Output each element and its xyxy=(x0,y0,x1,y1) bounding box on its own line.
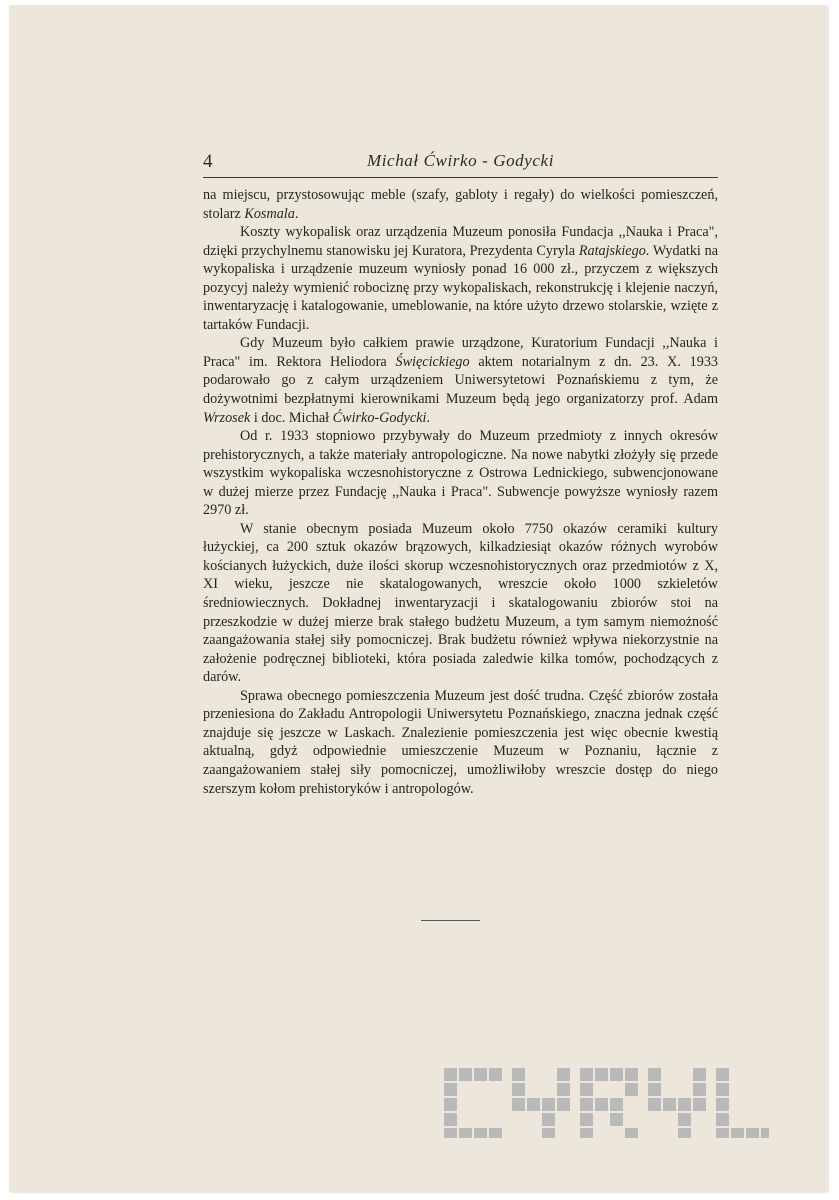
watermark-block xyxy=(693,1098,706,1111)
watermark-block xyxy=(474,1128,487,1138)
name-swiecickiego: Święcickiego xyxy=(395,353,470,370)
running-head: Michał Ćwirko - Godycki xyxy=(366,151,555,170)
watermark-block xyxy=(716,1068,729,1081)
watermark-block xyxy=(489,1068,502,1081)
watermark-block xyxy=(580,1098,593,1111)
watermark-block xyxy=(527,1098,540,1111)
paragraph-6: Sprawa obecnego pomieszczenia Muzeum jest dość trudna. Część zbiorów została przeniesiona do Zakładu Antropologii Uniwersytetu Poznańskiego, znaczna jednak część znajduje się jeszcze w Laskach. Znalezienie pomieszczenia jest więc obecnie kwestią aktualną, gdyż odpowiednie umieszczenie Muzeum w Poznaniu, łącznie z zaangażowaniem stałej siły pomocniczej, umożliwiłoby wreszcie dostęp do niego szerszym kołom prehistoryków i antropologów. xyxy=(203,687,718,797)
watermark-block xyxy=(557,1098,570,1111)
name-wrzosek: Wrzosek xyxy=(203,409,251,426)
watermark-block xyxy=(580,1128,593,1138)
watermark-block xyxy=(459,1068,472,1081)
paragraph-3: Gdy Muzeum było całkiem prawie urządzone, Kuratorium Fundacji ,,Nauka i Praca" im. Rektora Heliodora Święcickiego aktem notarialnym z dn. 23. X. 1933 podarowało go z całym urządzeniem Uniwersytetowi Poznańskiemu z tym, że dożywotnimi bezpłatnymi kierownikami Muzeum będą jego organizatorzy prof. Adam Wrzosek i doc. Michał Ćwirko-Godycki. xyxy=(203,335,719,426)
paragraph-1: na miejscu, przystosowując meble (szafy, gabloty i regały) do wielkości pomieszczeń, stolarz Kosmala. xyxy=(203,187,718,222)
watermark-block xyxy=(663,1098,676,1111)
name-ratajskiego: Ratajskiego xyxy=(578,242,646,259)
watermark-block xyxy=(444,1068,457,1081)
watermark-block xyxy=(444,1128,457,1138)
watermark-block xyxy=(444,1098,457,1111)
watermark-block xyxy=(625,1083,638,1096)
watermark-block xyxy=(580,1083,593,1096)
watermark-block xyxy=(625,1068,638,1081)
watermark-block xyxy=(716,1083,729,1096)
page-header xyxy=(203,151,718,173)
watermark-block xyxy=(542,1128,555,1138)
watermark-block xyxy=(474,1068,487,1081)
watermark-block xyxy=(625,1128,638,1138)
end-rule xyxy=(421,920,480,921)
body-text xyxy=(203,186,718,798)
watermark-block xyxy=(746,1128,759,1138)
watermark-block xyxy=(610,1068,623,1081)
watermark-block xyxy=(542,1113,555,1126)
watermark-block xyxy=(459,1128,472,1138)
watermark-block xyxy=(444,1113,457,1126)
name-cwirko-godycki: Ćwirko-Godycki xyxy=(332,409,427,426)
watermark-block xyxy=(444,1083,457,1096)
paragraph-2: Koszty wykopalisk oraz urządzenia Muzeum ponosiła Fundacja ,,Nauka i Praca", dzięki przychylnemu stanowisku jej Kuratora, Prezydenta Cyryla Ratajskiego. Wydatki na wykopaliska i urządzenie muzeum wyniosły ponad 16 000 zł., przyczem z większych pozycyj należy wymienić robociznę przy wykopaliskach, rekonstrukcję i klejenie naczyń, inwentaryzację i katalogowanie, umeblowanie, na które użyto drzewo stolarskie, wzięte z tartaków Fundacji. xyxy=(203,224,719,333)
watermark-block xyxy=(761,1128,769,1138)
watermark-block xyxy=(648,1098,661,1111)
paragraph-4: Od r. 1933 stopniowo przybywały do Muzeum przedmioty z innych okresów prehistorycznych, a także materiały antropologiczne. Na nowe nabytki złożyły się przede wszystkim wykopaliska wczesnohistoryczne z Ostrowa Lednickiego, subwencjonowane w dużej mierze przez Fundację ,,Nauka i Praca". Subwencje powyższe wyniosły razem 2970 zł. xyxy=(203,428,718,519)
watermark-block xyxy=(542,1098,555,1111)
watermark-block xyxy=(693,1083,706,1096)
watermark-block xyxy=(678,1113,691,1126)
watermark-block xyxy=(595,1098,608,1111)
watermark-block xyxy=(580,1113,593,1126)
name-kosmala: Kosmala xyxy=(244,205,295,222)
watermark-block xyxy=(678,1128,691,1138)
page-number: 4 xyxy=(203,151,213,172)
watermark-block xyxy=(648,1083,661,1096)
watermark-block xyxy=(512,1083,525,1096)
watermark-block xyxy=(716,1128,729,1138)
watermark-block xyxy=(678,1098,691,1111)
cyryl-watermark-logo xyxy=(444,1066,769,1138)
header-rule xyxy=(203,177,718,178)
watermark-block xyxy=(557,1068,570,1081)
watermark-block xyxy=(595,1068,608,1081)
watermark-block xyxy=(512,1068,525,1081)
watermark-block xyxy=(610,1098,623,1111)
paragraph-5: W stanie obecnym posiada Muzeum około 7750 okazów ceramiki kultury łużyckiej, ca 200 sztuk okazów brązowych, kilkadziesiąt okazów różnych wyrobów kościanych łużyckich, duże ilości skorup wczesnohistorycznych oraz przedmiotów z X, XI wieku, jeszcze nie skatalogowanych, wreszcie około 1000 szkieletów średniowiecznych. Dokładnej inwentaryzacji i skatalogowaniu zbiorów stoi na przeszkodzie w dużej mierze brak stałego budżetu Muzeum, a tym samym niemożność zaangażowania stałej siły pomocniczej. Brak budżetu również wpływa niekorzystnie na założenie podręcznej biblioteki, która posiada zaledwie kilka tomów, pochodzących z darów. xyxy=(203,520,718,686)
watermark-block xyxy=(489,1128,502,1138)
watermark-block xyxy=(648,1068,661,1081)
watermark-block xyxy=(557,1083,570,1096)
watermark-block xyxy=(731,1128,744,1138)
watermark-block xyxy=(716,1098,729,1111)
watermark-block xyxy=(610,1113,623,1126)
watermark-block xyxy=(693,1068,706,1081)
watermark-block xyxy=(716,1113,729,1126)
watermark-glyphs xyxy=(444,1068,769,1138)
watermark-block xyxy=(580,1068,593,1081)
watermark-block xyxy=(512,1098,525,1111)
